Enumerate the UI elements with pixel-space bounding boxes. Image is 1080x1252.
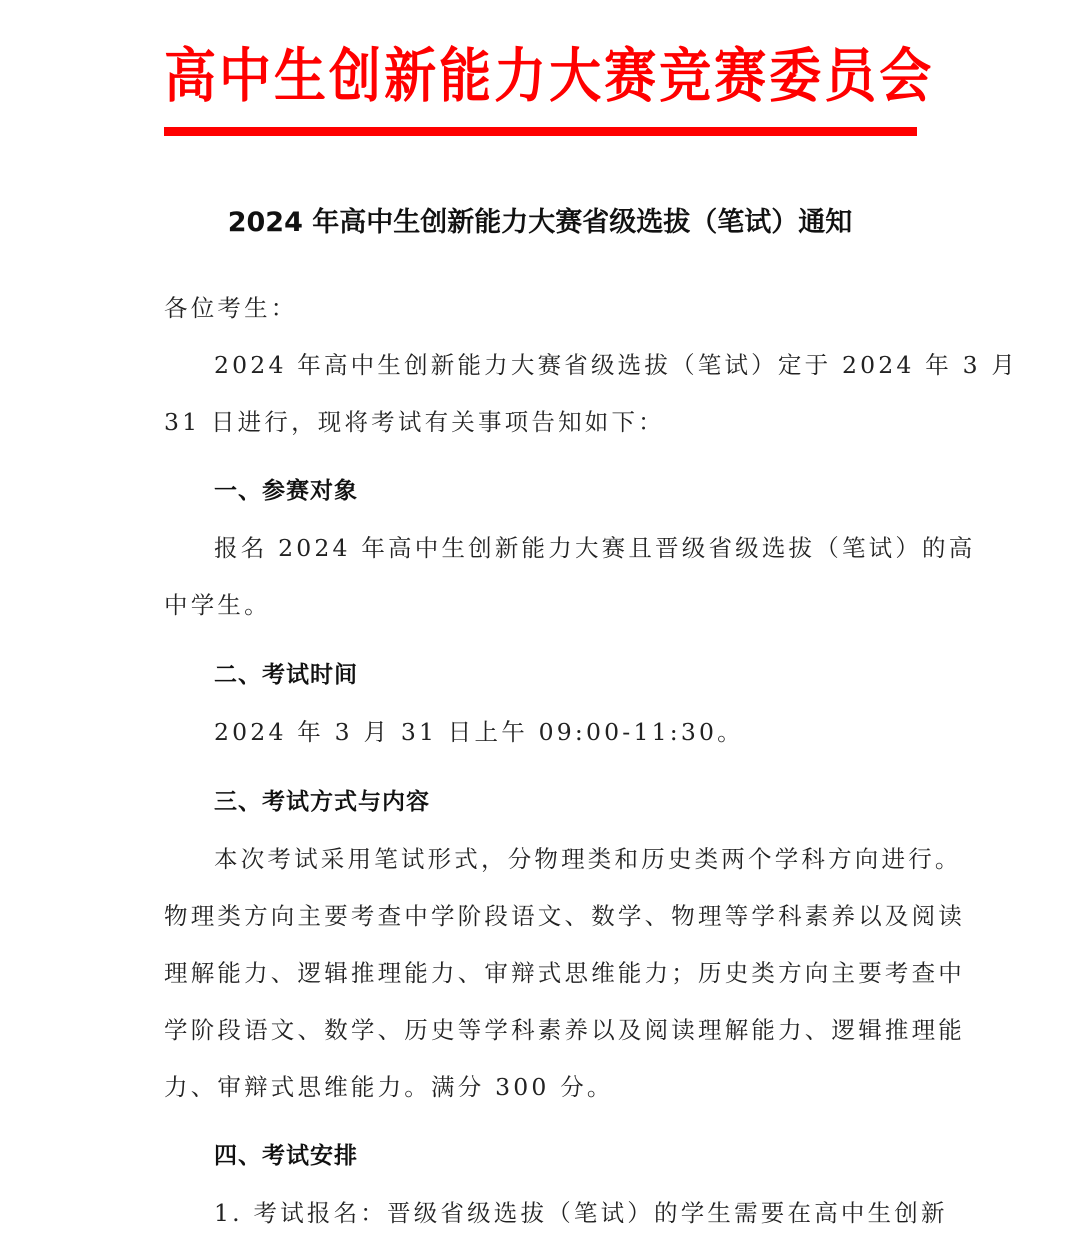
intro-line: 2024 年高中生创新能力大赛省级选拔（笔试）定于 2024 年 3 月 <box>214 351 1019 379</box>
intro-line: 31 日进行，现将考试有关事项告知如下： <box>164 408 665 436</box>
section-line: 报名 2024 年高中生创新能力大赛且晋级省级选拔（笔试）的高 <box>214 534 976 562</box>
section-line: 1. 考试报名：晋级省级选拔（笔试）的学生需要在高中生创新 <box>214 1199 948 1227</box>
section-line: 物理类方向主要考查中学阶段语文、数学、物理等学科素养以及阅读 <box>164 902 965 930</box>
section-heading-participants: 一、参赛对象 <box>214 478 358 504</box>
section-line: 学阶段语文、数学、历史等学科素养以及阅读理解能力、逻辑推理能 <box>164 1016 965 1044</box>
masthead-org-name: 高 中 生 创 新 能 力 大 赛 竞 赛 委 员 会 <box>164 42 935 111</box>
section-heading-exam-format: 三、考试方式与内容 <box>214 789 430 815</box>
section-body-exam-time <box>164 704 917 761</box>
masthead-red-rule <box>164 127 917 136</box>
salutation: 各位考生： <box>164 294 298 322</box>
document-title: 2024 年高中生创新能力大赛省级选拔（笔试）通知 <box>227 207 853 238</box>
section-line: 2024 年 3 月 31 日上午 09:00-11:30。 <box>214 718 744 746</box>
section-heading-exam-time: 二、考试时间 <box>214 662 358 688</box>
intro-paragraph <box>164 337 1019 451</box>
section-line: 力、审辩式思维能力。满分 300 分。 <box>164 1073 614 1101</box>
section-body-participants <box>164 520 976 634</box>
section-line: 本次考试采用笔试形式，分物理类和历史类两个学科方向进行。 <box>214 845 962 873</box>
section-heading-exam-arrangement: 四、考试安排 <box>214 1143 358 1169</box>
section-body-exam-arrangement <box>164 1185 948 1242</box>
section-body-exam-format <box>164 831 965 1116</box>
section-line: 中学生。 <box>164 591 271 619</box>
section-line: 理解能力、逻辑推理能力、审辩式思维能力；历史类方向主要考查中 <box>164 959 965 987</box>
